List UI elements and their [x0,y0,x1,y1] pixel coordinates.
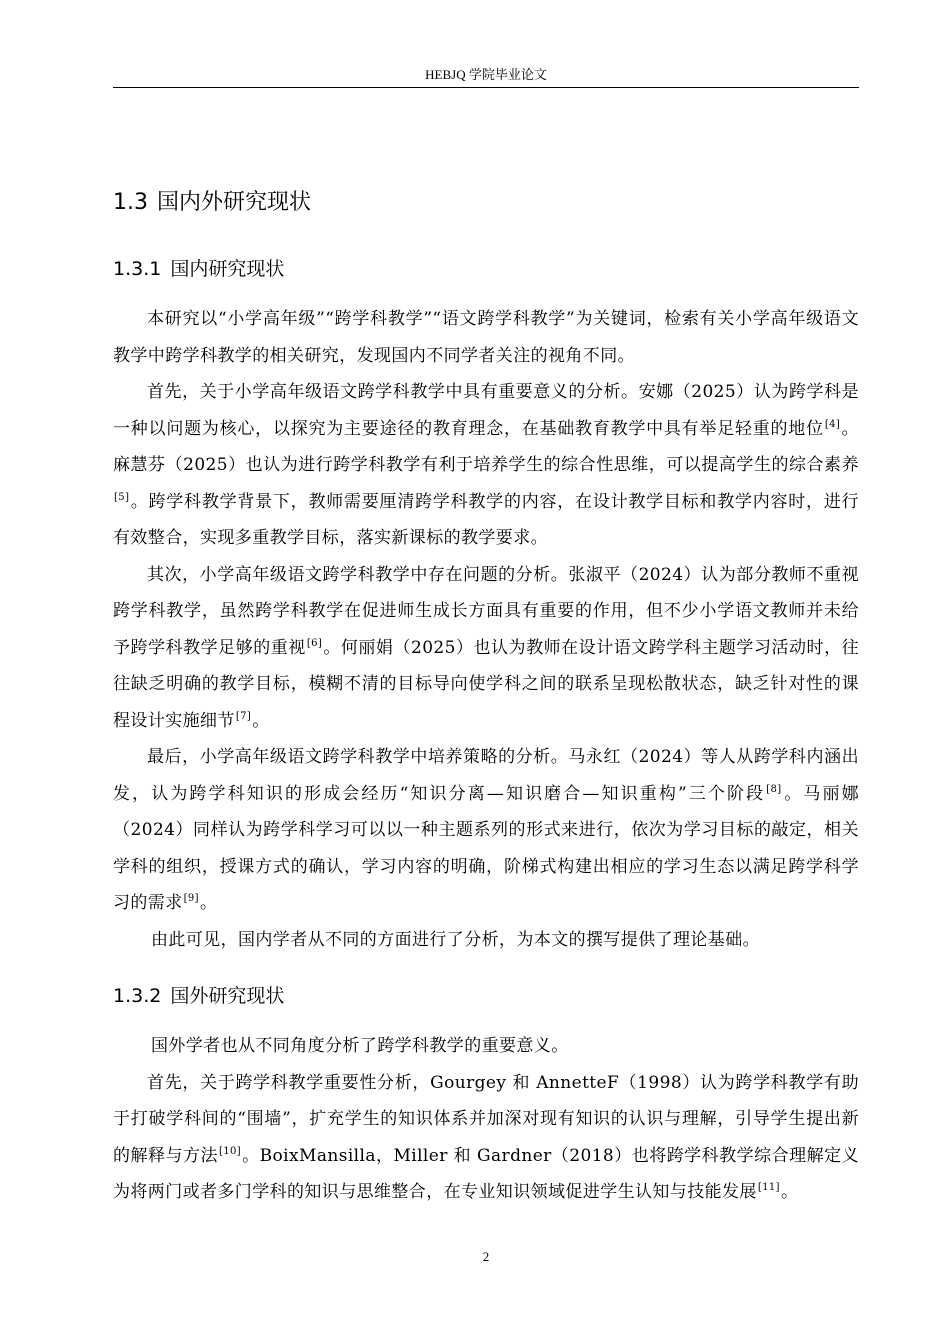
subsection-title: 国外研究现状 [170,985,285,1007]
paragraph: 其次，小学高年级语文跨学科教学中存在问题的分析。张淑平（2024）认为部分教师不重视跨学科教学，虽然跨学科教学在促进师生成长方面具有重要的作用，但不少小学语文教师并未给予跨学科教学足够的重视[6]。何丽娟（2025）也认为教师在设计语文跨学科主题学习活动时，往往缺乏明确的教学目标，模糊不清的目标导向使学科之间的联系呈现松散状态，缺乏针对性的课程设计实施细节[7]。 [113,564,860,731]
subsection-title: 国内研究现状 [170,258,285,280]
citation: [10] [218,1145,242,1157]
subsection-heading-domestic [113,256,284,282]
citation: [4] [824,418,841,430]
foreign-body [113,1028,859,1211]
citation: [5] [114,491,130,503]
paragraph: 国外学者也从不同角度分析了跨学科教学的重要意义。 [151,1036,569,1056]
section-title: 国内外研究现状 [157,190,312,215]
subsection-heading-foreign [113,983,284,1009]
paragraph: 最后，小学高年级语文跨学科教学中培养策略的分析。马永红（2024）等人从跨学科内涵出发，认为跨学科知识的形成会经历“知识分离—知识磨合—知识重构”三个阶段[8]。马丽娜（2024）同样认为跨学科学习可以以一种主题系列的形式来进行，依次为学习目标的敲定，相关学科的组织，授课方式的确认，学习内容的明确，阶梯式构建出相应的学习生态以满足跨学科学习的需求[9]。 [113,747,859,913]
paragraph: 本研究以“小学高年级”“跨学科教学”“语文跨学科教学”为关键词，检索有关小学高年级语文教学中跨学科教学的相关研究，发现国内不同学者关注的视角不同。 [113,309,859,366]
page-header: HEBJQ 学院毕业论文 [425,67,547,82]
paragraph: 首先，关于小学高年级语文跨学科教学中具有重要意义的分析。安娜（2025）认为跨学科是一种以问题为核心，以探究为主要途径的教育理念，在基础教育教学中具有举足轻重的地位[4]。麻慧芬（2025）也认为进行跨学科教学有利于培养学生的综合性思维，可以提高学生的综合素养[5]。跨学科教学背景下，教师需要厘清跨学科教学的内容，在设计教学目标和教学内容时，进行有效整合，实现多重教学目标，落实新课标的教学要求。 [113,382,860,548]
citation: [8] [766,783,782,795]
citation: [9] [183,893,199,904]
domestic-body [113,301,859,958]
section-number: 1.3 [113,190,148,215]
citation: [6] [306,637,323,649]
section-heading [113,188,311,218]
citation: [7] [235,710,252,722]
header-rule [113,87,859,88]
citation: [11] [757,1182,780,1193]
page-number: 2 [482,1249,490,1264]
subsection-number: 1.3.1 [113,258,162,280]
subsection-number: 1.3.2 [113,985,162,1007]
paragraph: 由此可见，国内学者从不同的方面进行了分析，为本文的撰写提供了理论基础。 [151,929,760,950]
paragraph: 首先，关于跨学科教学重要性分析，Gourgey 和 AnnetteF（1998）认为跨学科教学有助于打破学科间的“围墙”，扩充学生的知识体系并加深对现有知识的认识与理解，引导学生提出新的解释与方法[10]。BoixMansilla，Miller 和 Gardner（2018）也将跨学科教学综合理解定义为将两门或者多门学科的知识与思维整合，在专业知识领域促进学生认知与技能发展[11]。 [113,1072,859,1202]
